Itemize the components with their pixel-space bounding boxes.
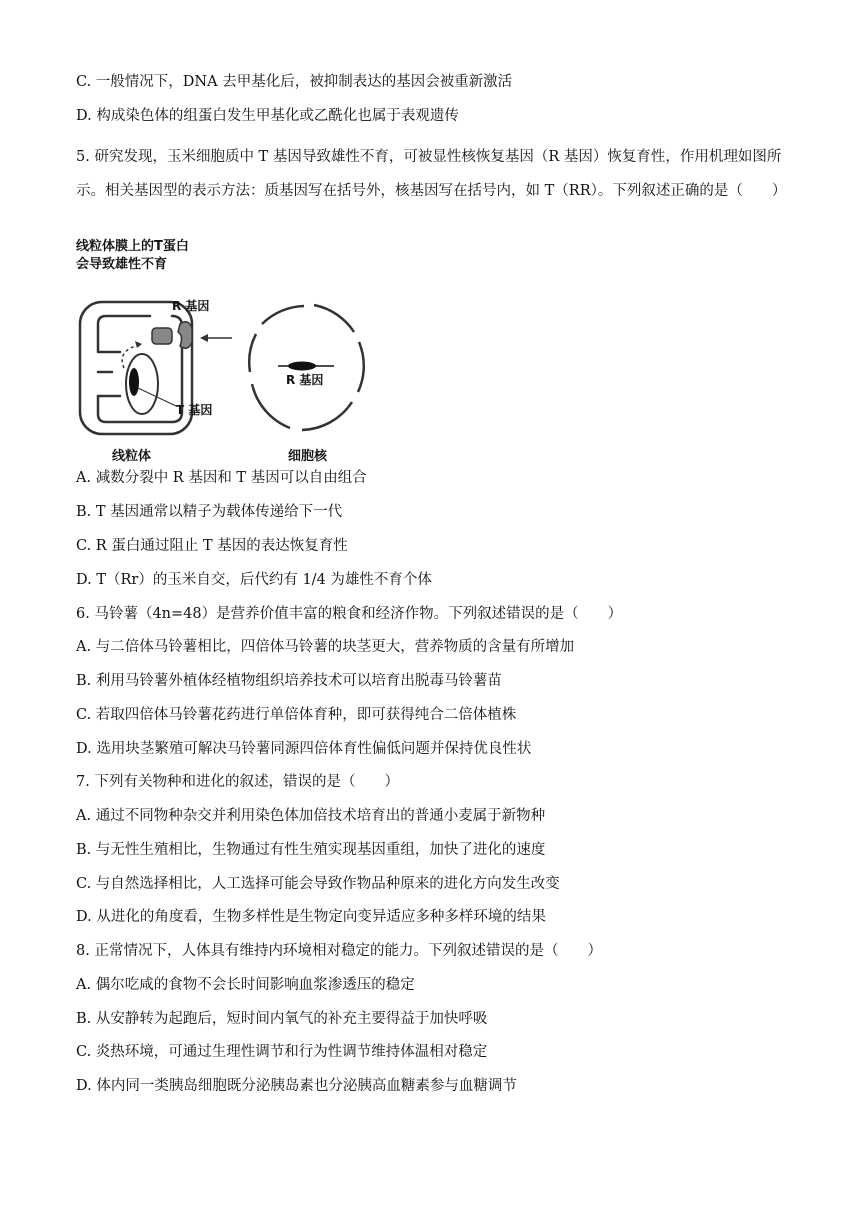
q6-option-c: C. 若取四倍体马铃薯花药进行单倍体育种，即可获得纯合二倍体植株 bbox=[76, 707, 517, 723]
t-protein bbox=[152, 328, 172, 344]
r-gene-mark bbox=[288, 362, 316, 371]
q6-stem: 6. 马铃薯（4n=48）是营养价值丰富的粮食和经济作物。下列叙述错误的是（ ） bbox=[76, 606, 623, 622]
r-gene-protein-label: R 基因 bbox=[172, 299, 210, 313]
nucleus-label: 细胞核 bbox=[288, 449, 328, 464]
q5-option-c: C. R 蛋白通过阻止 T 基因的表达恢复育性 bbox=[76, 538, 348, 554]
q7-option-b: B. 与无性生殖相比，生物通过有性生殖实现基因重组，加快了进化的速度 bbox=[76, 842, 546, 858]
r-gene-nucleus-label: R 基因 bbox=[286, 373, 324, 387]
q6-option-a: A. 与二倍体马铃薯相比，四倍体马铃薯的块茎更大，营养物质的含量有所增加 bbox=[76, 639, 575, 655]
q6-option-b: B. 利用马铃薯外植体经植物组织培养技术可以培育出脱毒马铃薯苗 bbox=[76, 673, 502, 689]
q8-option-d: D. 体内同一类胰岛细胞既分泌胰岛素也分泌胰高血糖素参与血糖调节 bbox=[76, 1078, 517, 1094]
q4-option-d: D. 构成染色体的组蛋白发生甲基化或乙酰化也属于表观遗传 bbox=[76, 108, 459, 124]
r-protein bbox=[178, 322, 192, 349]
mechanism-figure bbox=[72, 232, 392, 468]
mitochondrion-label: 线粒体 bbox=[112, 449, 152, 464]
q5-option-a: A. 减数分裂中 R 基因和 T 基因可以自由组合 bbox=[76, 470, 367, 486]
q8-option-a: A. 偶尔吃咸的食物不会长时间影响血浆渗透压的稳定 bbox=[76, 977, 415, 993]
q8-option-b: B. 从安静转为起跑后，短时间内氧气的补充主要得益于加快呼吸 bbox=[76, 1011, 488, 1027]
q8-option-c: C. 炎热环境，可通过生理性调节和行为性调节维持体温相对稳定 bbox=[76, 1044, 488, 1060]
q7-option-a: A. 通过不同物种杂交并利用染色体加倍技术培育出的普通小麦属于新物种 bbox=[76, 808, 546, 824]
q5-stem: 5. 研究发现，玉米细胞质中 T 基因导致雄性不育，可被显性核恢复基因（R 基因）恢复育性，作用机理如图所示。相关基因型的表示方法：质基因写在括号外，核基因写在括号内，如 T（RR）。下列叙述正确的是（ ） bbox=[76, 149, 787, 199]
t-gene-label: T 基因 bbox=[176, 403, 213, 417]
q7-option-d: D. 从进化的角度看，生物多样性是生物定向变异适应多种多样环境的结果 bbox=[76, 909, 546, 925]
figure-caption-line2: 会导致雄性不育 bbox=[76, 257, 168, 272]
q7-option-c: C. 与自然选择相比，人工选择可能会导致作物品种原来的进化方向发生改变 bbox=[76, 876, 560, 892]
q6-option-d: D. 选用块茎繁殖可解决马铃薯同源四倍体育性偏低问题并保持优良性状 bbox=[76, 741, 532, 757]
q4-option-c: C. 一般情况下，DNA 去甲基化后，被抑制表达的基因会被重新激活 bbox=[76, 74, 513, 90]
q5-option-d: D. T（Rr）的玉米自交，后代约有 1/4 为雄性不育个体 bbox=[76, 572, 432, 588]
figure-caption-line1: 线粒体膜上的T蛋白 bbox=[76, 239, 189, 254]
q7-stem: 7. 下列有关物种和进化的叙述，错误的是（ ） bbox=[76, 774, 399, 790]
t-gene-arrow bbox=[122, 344, 142, 368]
t-gene-mark bbox=[129, 368, 139, 396]
q5-option-b: B. T 基因通常以精子为载体传递给下一代 bbox=[76, 504, 343, 520]
q8-stem: 8. 正常情况下，人体具有维持内环境相对稳定的能力。下列叙述错误的是（ ） bbox=[76, 943, 602, 959]
